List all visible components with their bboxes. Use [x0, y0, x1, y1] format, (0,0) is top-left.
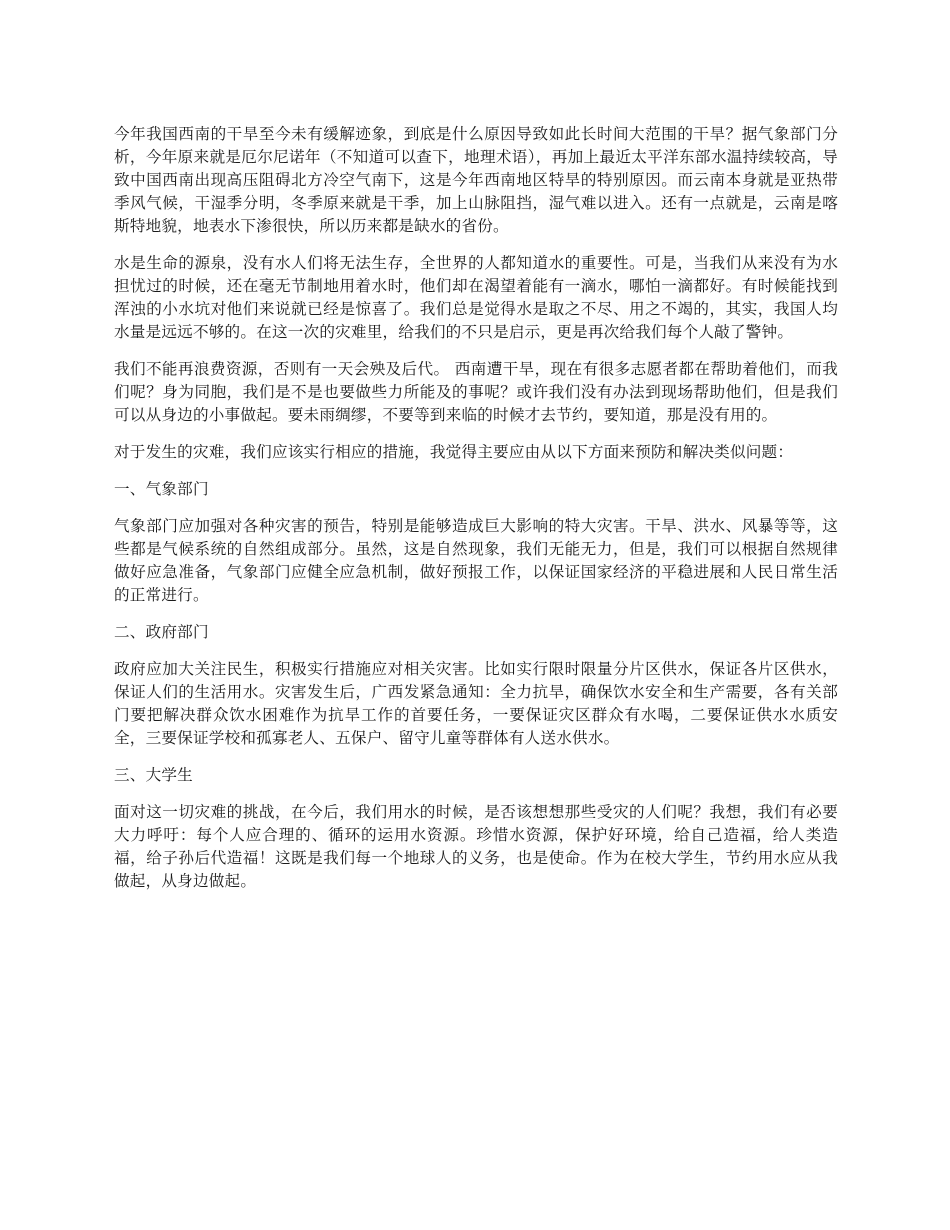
section-heading-meteorology: 一、气象部门: [114, 480, 209, 498]
document-page: [114, 123, 838, 907]
paragraph-water-importance: 水是生命的源泉，没有水人们将无法生存，全世界的人都知道水的重要性。可是，当我们从来没有为水担忧过的时候，还在毫无节制地用着水时，他们却在渴望着能有一滴水，哪怕一滴都好。有时候能找到浑浊的小水坑对他们来说就已经是惊喜了。我们总是觉得水是取之不尽、用之不竭的，其实，我国人均水量是远远不够的。在这一次的灾难里，给我们的不只是启示，更是再次给我们每个人敲了警钟。: [114, 254, 838, 341]
paragraph-save-resources: 我们不能再浪费资源，否则有一天会殃及后代。 西南遭干旱，现在有很多志愿者都在帮助着他们，而我们呢？身为同胞，我们是不是也要做些力所能及的事呢？或许我们没有办法到现场帮助他们，但是我们可以从身边的小事做起。要未雨绸缪，不要等到来临的时候才去节约，要知道，那是没有用的。: [114, 360, 838, 424]
paragraph-measures-intro: 对于发生的灾难，我们应该实行相应的措施，我觉得主要应由从以下方面来预防和解决类似问题：: [114, 443, 794, 461]
section-heading-government: 二、政府部门: [114, 623, 209, 641]
paragraph-drought-causes: 今年我国西南的干旱至今未有缓解迹象，到底是什么原因导致如此长时间大范围的干旱？据气象部门分析，今年原来就是厄尔尼诺年（不知道可以查下，地理术语），再加上最近太平洋东部水温持续较高，导致中国西南出现高压阻碍北方冷空气南下，这是今年西南地区特旱的特别原因。而云南本身就是亚热带季风气候，干湿季分明，冬季原来就是干季，加上山脉阻挡，湿气难以进入。还有一点就是，云南是喀斯特地貌，地表水下渗很快，所以历来都是缺水的省份。: [114, 125, 838, 235]
paragraph-students: 面对这一切灾难的挑战，在今后，我们用水的时候，是否该想想那些受灾的人们呢？我想，我们有必要大力呼吁：每个人应合理的、循环的运用水资源。珍惜水资源，保护好环境，给自己造福，给人类造福，给子孙后代造福！这既是我们每一个地球人的义务，也是使命。作为在校大学生，节约用水应从我做起，从身边做起。: [114, 803, 838, 890]
paragraph-government: 政府应加大关注民生，积极实行措施应对相关灾害。比如实行限时限量分片区供水，保证各片区供水，保证人们的生活用水。灾害发生后，广西发紧急通知：全力抗旱，确保饮水安全和生产需要，各有关部门要把解决群众饮水困难作为抗旱工作的首要任务，一要保证灾区群众有水喝，二要保证供水水质安全，三要保证学校和孤寡老人、五保户、留守儿童等群体有人送水供水。: [114, 660, 838, 747]
section-heading-students: 三、大学生: [114, 766, 193, 784]
paragraph-meteorology: 气象部门应加强对各种灾害的预告，特别是能够造成巨大影响的特大灾害。干旱、洪水、风暴等等，这些都是气候系统的自然组成部分。虽然，这是自然现象，我们无能无力，但是，我们可以根据自然规律做好应急准备，气象部门应健全应急机制，做好预报工作，以保证国家经济的平稳进展和人民日常生活的正常进行。: [114, 517, 838, 604]
